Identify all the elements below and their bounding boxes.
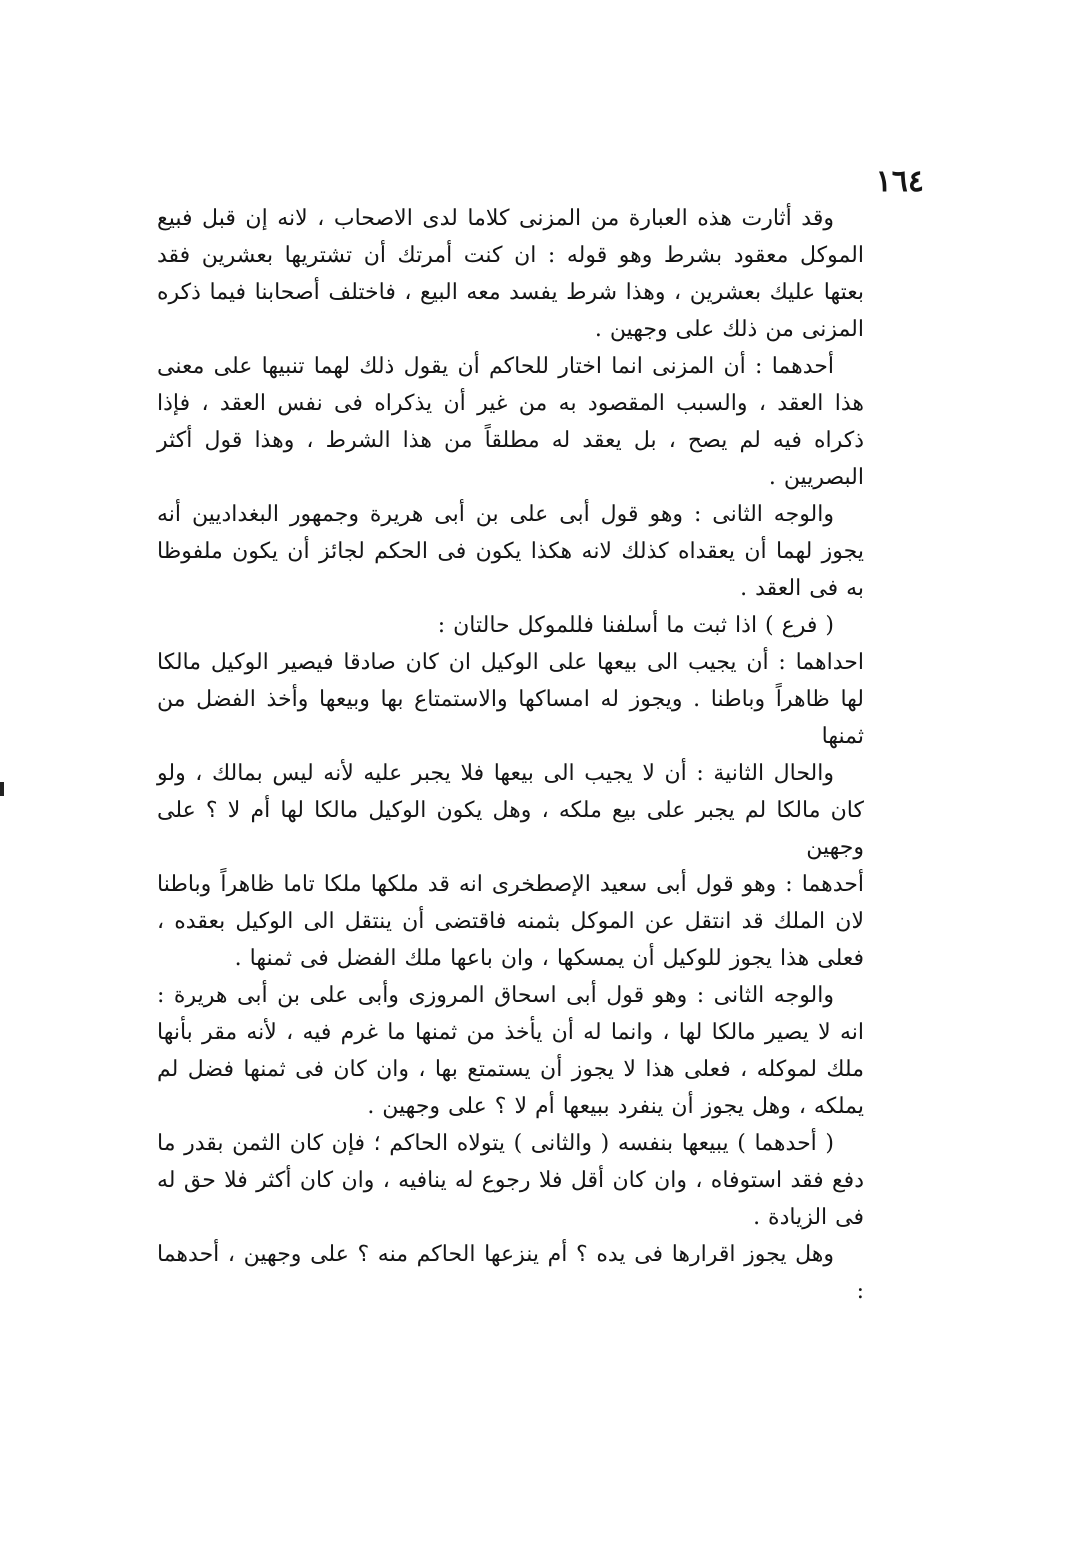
paragraph-5: احداهما : أن يجيب الى بيعها على الوكيل ان كان صادقا فيصير الوكيل مالكا لها ظاهراً وباطنا . ويجوز له امساكها والاستمتاع بها وبيعها وأخذ الفضل من ثمنها: [157, 650, 864, 749]
body-text: [157, 200, 864, 1310]
page-number: ١٦٤: [875, 164, 924, 199]
paragraph-2: أحدهما : أن المزنى انما اختار للحاكم أن يقول ذلك لهما تنبيها على معنى هذا العقد ، والسبب المقصود به من غير أن يذكراه فى نفس العقد ، فإذا ذكراه فيه لم يصح ، بل يعقد له مطلقاً من هذا الشرط ، وهذا قول أكثر البصريين .: [157, 354, 864, 490]
paragraph-7: أحدهما : وهو قول أبى سعيد الإصطخرى انه قد ملكها ملكا تاما ظاهراً وباطنا لان الملك قد انتقل عن الموكل بثمنه فاقتضى أن ينتقل الى الوكيل بعقده ، فعلى هذا يجوز للوكيل أن يمسكها ، وان باعها ملك الفضل فى ثمنها .: [157, 872, 864, 971]
paragraph-8: والوجه الثانى : وهو قول أبى اسحاق المروزى وأبى على بن أبى هريرة : انه لا يصير مالكا لها ، وانما له أن يأخذ من ثمنها ما غرم فيه ، لأنه مقر بأنها ملك لموكله ، فعلى هذا لا يجوز أن يستمتع بها ، وان كان فى ثمنها فضل لم يملكه ، وهل يجوز أن ينفرد ببيعها أم لا ؟ على وجهين .: [157, 983, 864, 1119]
paragraph-4: ( فرع ) اذا ثبت ما أسلفنا فللموكل حالتان :: [437, 613, 834, 638]
scan-edge-mark: [0, 782, 4, 796]
paragraph-9: ( أحدهما ) يبيعها بنفسه ( والثانى ) يتولاه الحاكم ؛ فإن كان الثمن بقدر ما دفع فقد استوفاه ، وان كان أقل فلا رجوع له ينافيه ، وان كان أكثر فلا حق له فى الزيادة .: [157, 1131, 864, 1230]
paragraph-6: والحال الثانية : أن لا يجيب الى بيعها فلا يجبر عليه لأنه ليس بمالك ، ولو كان مالكا لم يجبر على بيع ملكه ، وهل يكون الوكيل مالكا لها أم لا ؟ على وجهين: [157, 761, 864, 860]
paragraph-3: والوجه الثانى : وهو قول أبى على بن أبى هريرة وجمهور البغداديين أنه يجوز لهما أن يعقداه كذلك لانه هكذا يكون فى الحكم لجائز أن يكون ملفوظا به فى العقد .: [157, 502, 864, 601]
paragraph-10: وهل يجوز اقرارها فى يده ؟ أم ينزعها الحاكم منه ؟ على وجهين ، أحدهما :: [157, 1242, 864, 1304]
paragraph-1: وقد أثارت هذه العبارة من المزنى كلاما لدى الاصحاب ، لانه إن قبل فبيع الموكل معقود بشرط وهو قوله : ان كنت أمرتك أن تشتريها بعشرين فقد بعتها عليك بعشرين ، وهذا شرط يفسد معه البيع ، فاختلف أصحابنا فيما ذكره المزنى من ذلك على وجهين .: [157, 206, 864, 342]
